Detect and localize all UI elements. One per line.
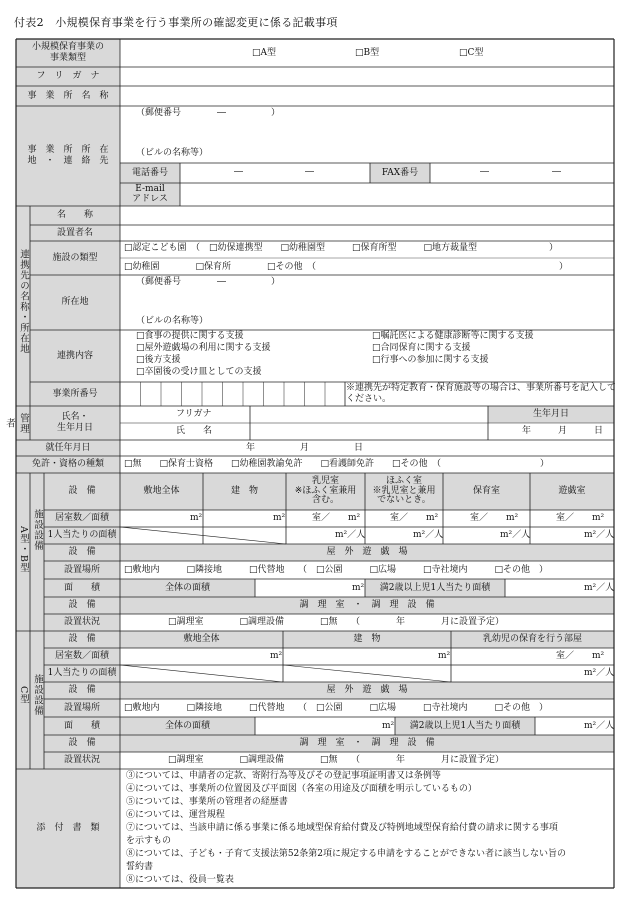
tenpu-item: ③については、申請者の定款、寄附行為等及びその登記事項証明書又は条例等 bbox=[126, 771, 441, 781]
tenpu-item: 誓約書 bbox=[126, 862, 154, 872]
tel-dash-2: ― bbox=[305, 167, 314, 177]
c-sisetsu-label: 施設設備 bbox=[32, 674, 43, 716]
renkei-content-7[interactable]: □行事への参加に関する支援 bbox=[372, 355, 489, 365]
tel-label: 電話番号 bbox=[131, 167, 168, 178]
kanri-name-label: 氏名・ 生年月日 bbox=[56, 412, 93, 433]
ab-per-hoiku: m²／人 bbox=[500, 530, 531, 540]
postal-code: （郵便番号 ― ） bbox=[136, 108, 281, 118]
tenpu-list bbox=[126, 770, 614, 887]
tenpu-item: を示すもの bbox=[126, 836, 172, 846]
ab-room-nyuji: 室／ m² bbox=[312, 513, 361, 523]
ab-kyoshitsu-label: 居室数／面積 bbox=[54, 513, 109, 524]
renkei-content-3[interactable]: □後方支援 bbox=[136, 355, 181, 365]
ab-jokyo-label: 設置状況 bbox=[63, 617, 100, 628]
renkei-building: （ビルの名称等） bbox=[136, 316, 209, 326]
tenpu-item: ⑧については、役員一覧表 bbox=[126, 875, 234, 885]
ab-col-shikichi: 敷地全体 bbox=[143, 486, 180, 497]
kanri-label: 管理者 bbox=[4, 412, 29, 434]
c-chori-head: 調 理 室 ・ 調 理 設 備 bbox=[299, 738, 435, 749]
ab-basho-label: 設置場所 bbox=[63, 564, 100, 575]
c-m2-shikichi: m² bbox=[270, 651, 283, 661]
renkei-number-label: 事業所番号 bbox=[52, 388, 98, 399]
ab-m2-tatemono: m² bbox=[273, 513, 286, 523]
renkei-name-label: 名 称 bbox=[56, 210, 93, 221]
kanri-birth-label: 生年月日 bbox=[532, 409, 569, 420]
kanri-shimei: 氏 名 bbox=[176, 426, 213, 436]
ab-chori-setsubi: 設 備 bbox=[68, 600, 96, 611]
type-c-checkbox[interactable]: □C型 bbox=[459, 48, 484, 58]
ab-chori-head: 調 理 室 ・ 調 理 設 備 bbox=[299, 600, 435, 611]
ab-okugai-setsubi: 設 備 bbox=[68, 547, 96, 558]
c-col-tatemono: 建 物 bbox=[353, 634, 381, 645]
tenpu-item: ⑧については、子ども・子育て支援法第52条第2項に規定する申請をすることができない者に該当しない旨の bbox=[126, 849, 567, 859]
c-zentai-label: 全体の面積 bbox=[164, 720, 210, 731]
ab-room-yugi: 室／ m² bbox=[556, 513, 605, 523]
kanri-furigana: フリガナ bbox=[176, 409, 212, 419]
c-okugai-head: 屋 外 遊 戯 場 bbox=[326, 685, 408, 696]
ab-man2-label: 満2歳以上児1人当たり面積 bbox=[379, 582, 491, 593]
shunin-label: 就任年月日 bbox=[45, 442, 91, 453]
tenpu-label: 添 付 書 類 bbox=[36, 823, 100, 834]
renkei-content-4[interactable]: □卒園後の受け皿としての支援 bbox=[136, 367, 262, 377]
c-basho-label: 設置場所 bbox=[63, 702, 100, 713]
c-per-person-label: 1人当たりの面積 bbox=[47, 668, 117, 679]
renkei-type-options-1[interactable]: □認定こども園 （ □幼保連携型 □幼稚園型 □保育所型 □地方裁量型 ） bbox=[124, 243, 559, 253]
building-name: （ビルの名称等） bbox=[136, 148, 209, 158]
renkei-content-2[interactable]: □屋外遊戯場の利用に関する支援 bbox=[136, 343, 271, 353]
renkei-type-label: 施設の類型 bbox=[52, 252, 98, 263]
tenpu-item: ④については、事業所の位置図及び平面図（各室の用途及び面積を明示しているもの） bbox=[126, 784, 477, 794]
ab-okugai-head: 屋 外 遊 戯 場 bbox=[326, 547, 408, 558]
ab-man2-value: m²／人 bbox=[584, 583, 615, 593]
c-chori-setsubi: 設 備 bbox=[68, 738, 96, 749]
ab-menseki-label: 面 積 bbox=[63, 582, 100, 593]
ab-zentai-label: 全体の面積 bbox=[164, 582, 210, 593]
ab-per-yugi: m²／人 bbox=[584, 530, 615, 540]
jigyo-type-label: 小規模保育事業の事業類型 bbox=[31, 42, 104, 63]
ab-room-hoiku: 室／ m² bbox=[470, 513, 519, 523]
c-man2-label: 満2歳以上児1人当たり面積 bbox=[409, 720, 521, 731]
renkei-content-label: 連携内容 bbox=[56, 350, 93, 361]
c-chori-options[interactable]: □調理室 □調理設備 □無 （ 年 月に設置予定） bbox=[168, 755, 505, 765]
c-per-heya: m²／人 bbox=[584, 668, 615, 678]
renkei-setchi-label: 設置者名 bbox=[56, 227, 93, 238]
renkei-type-options-2[interactable]: □幼稚園 □保育所 □その他 （ ） bbox=[124, 262, 569, 272]
c-menseki-label: 面 積 bbox=[63, 720, 100, 731]
tenpu-item: ⑤については、事業所の管理者の経歴書 bbox=[126, 797, 288, 807]
ab-col-hoikushitsu: 保育室 bbox=[472, 486, 500, 497]
ab-basho-options[interactable]: □敷地内 □隣接地 □代替地 （ □公園 □広場 □寺社境内 □その他 ） bbox=[124, 565, 549, 575]
c-kyoshitsu-label: 居室数／面積 bbox=[54, 651, 109, 662]
ab-sisetsu-label: 施設設備 bbox=[32, 509, 43, 551]
ab-col-tatemono: 建 物 bbox=[230, 486, 258, 497]
ab-per-hofuku: m²／人 bbox=[413, 530, 444, 540]
form-title: 付表2 小規模保育事業を行う事業所の確認変更に係る記載事項 bbox=[14, 16, 338, 29]
type-b-checkbox[interactable]: □B型 bbox=[355, 48, 380, 58]
menkyo-label: 免許・資格の種類 bbox=[31, 459, 104, 470]
renkei-content-1[interactable]: □食事の提供に関する支援 bbox=[136, 331, 244, 341]
type-a-checkbox[interactable]: □A型 bbox=[252, 48, 277, 58]
furigana-label: フ リ ガ ナ bbox=[36, 71, 100, 82]
fax-dash-2: ― bbox=[552, 167, 561, 177]
jigyosho-name-label: 事 業 所 名 称 bbox=[27, 90, 109, 101]
ab-m2-shikichi: m² bbox=[190, 513, 203, 523]
ab-zentai-m2: m² bbox=[352, 583, 365, 593]
c-basho-options[interactable]: □敷地内 □隣接地 □代替地 （ □公園 □広場 □寺社境内 □その他 ） bbox=[124, 703, 549, 713]
jigyosho-addr-label: 事 業 所 所 在 地 ・ 連 絡 先 bbox=[27, 145, 109, 166]
ab-type-label: A型・B型 bbox=[18, 526, 29, 574]
fax-label: FAX番号 bbox=[381, 167, 419, 178]
tel-dash-1: ― bbox=[234, 167, 243, 177]
renkei-addr-label: 所在地 bbox=[61, 297, 89, 308]
c-okugai-setsubi: 設 備 bbox=[68, 685, 96, 696]
menkyo-options[interactable]: □無 □保育士資格 □幼稚園教諭免許 □看護師免許 □その他 （ ） bbox=[124, 459, 550, 469]
ab-per-person-label: 1人当たりの面積 bbox=[47, 530, 117, 541]
tenpu-item: ⑥については、運営規程 bbox=[126, 810, 225, 820]
renkei-postal: （郵便番号 ― ） bbox=[136, 277, 281, 287]
fax-dash-1: ― bbox=[480, 167, 489, 177]
c-jokyo-label: 設置状況 bbox=[63, 755, 100, 766]
tenpu-item: ⑦については、当該申請に係る事業に係る地域型保育給付費及び特例地域型保育給付費の請求に関する事項 bbox=[126, 823, 558, 833]
ab-col-nyujishitsu: 乳児室 ※ほふく室兼用 含む。 bbox=[294, 476, 357, 506]
shunin-ymd: 年 月 日 bbox=[246, 443, 364, 453]
c-m2-tatemono: m² bbox=[438, 651, 451, 661]
renkei-content-6[interactable]: □合同保育に関する支援 bbox=[372, 343, 471, 353]
kanri-birth-ymd: 年 月 日 bbox=[522, 426, 604, 436]
c-type-label: C型 bbox=[18, 685, 29, 705]
ab-room-hofuku: 室／ m² bbox=[390, 513, 439, 523]
c-col-shikichi: 敷地全体 bbox=[183, 634, 220, 645]
c-setsubi-head: 設 備 bbox=[68, 634, 96, 645]
email-label: E-mail アドレス bbox=[132, 183, 168, 204]
renkei-number-note: ※連携先が特定教育・保育施設等の場合は、事業所番号を記入してください。 bbox=[346, 383, 617, 405]
renkei-content-5[interactable]: □嘱託医による健康診断等に関する支援 bbox=[372, 331, 534, 341]
c-man2-value: m²／人 bbox=[584, 721, 615, 731]
ab-col-yugishitsu: 遊戯室 bbox=[558, 486, 586, 497]
c-zentai-m2: m² bbox=[382, 721, 395, 731]
ab-setsubi-head: 設 備 bbox=[68, 486, 96, 497]
ab-chori-options[interactable]: □調理室 □調理設備 □無 （ 年 月に設置予定） bbox=[168, 617, 505, 627]
c-room-heya: 室／ m² bbox=[556, 651, 605, 661]
ab-per-nyuji: m²／人 bbox=[335, 530, 366, 540]
ab-col-hofukushitsu: ほふく室 ※乳児室と兼用 でないとき。 bbox=[372, 476, 436, 506]
renkei-group-label: 連携先の名称・所在地 bbox=[18, 248, 29, 354]
c-col-heya: 乳幼児の保育を行う部屋 bbox=[482, 634, 582, 645]
